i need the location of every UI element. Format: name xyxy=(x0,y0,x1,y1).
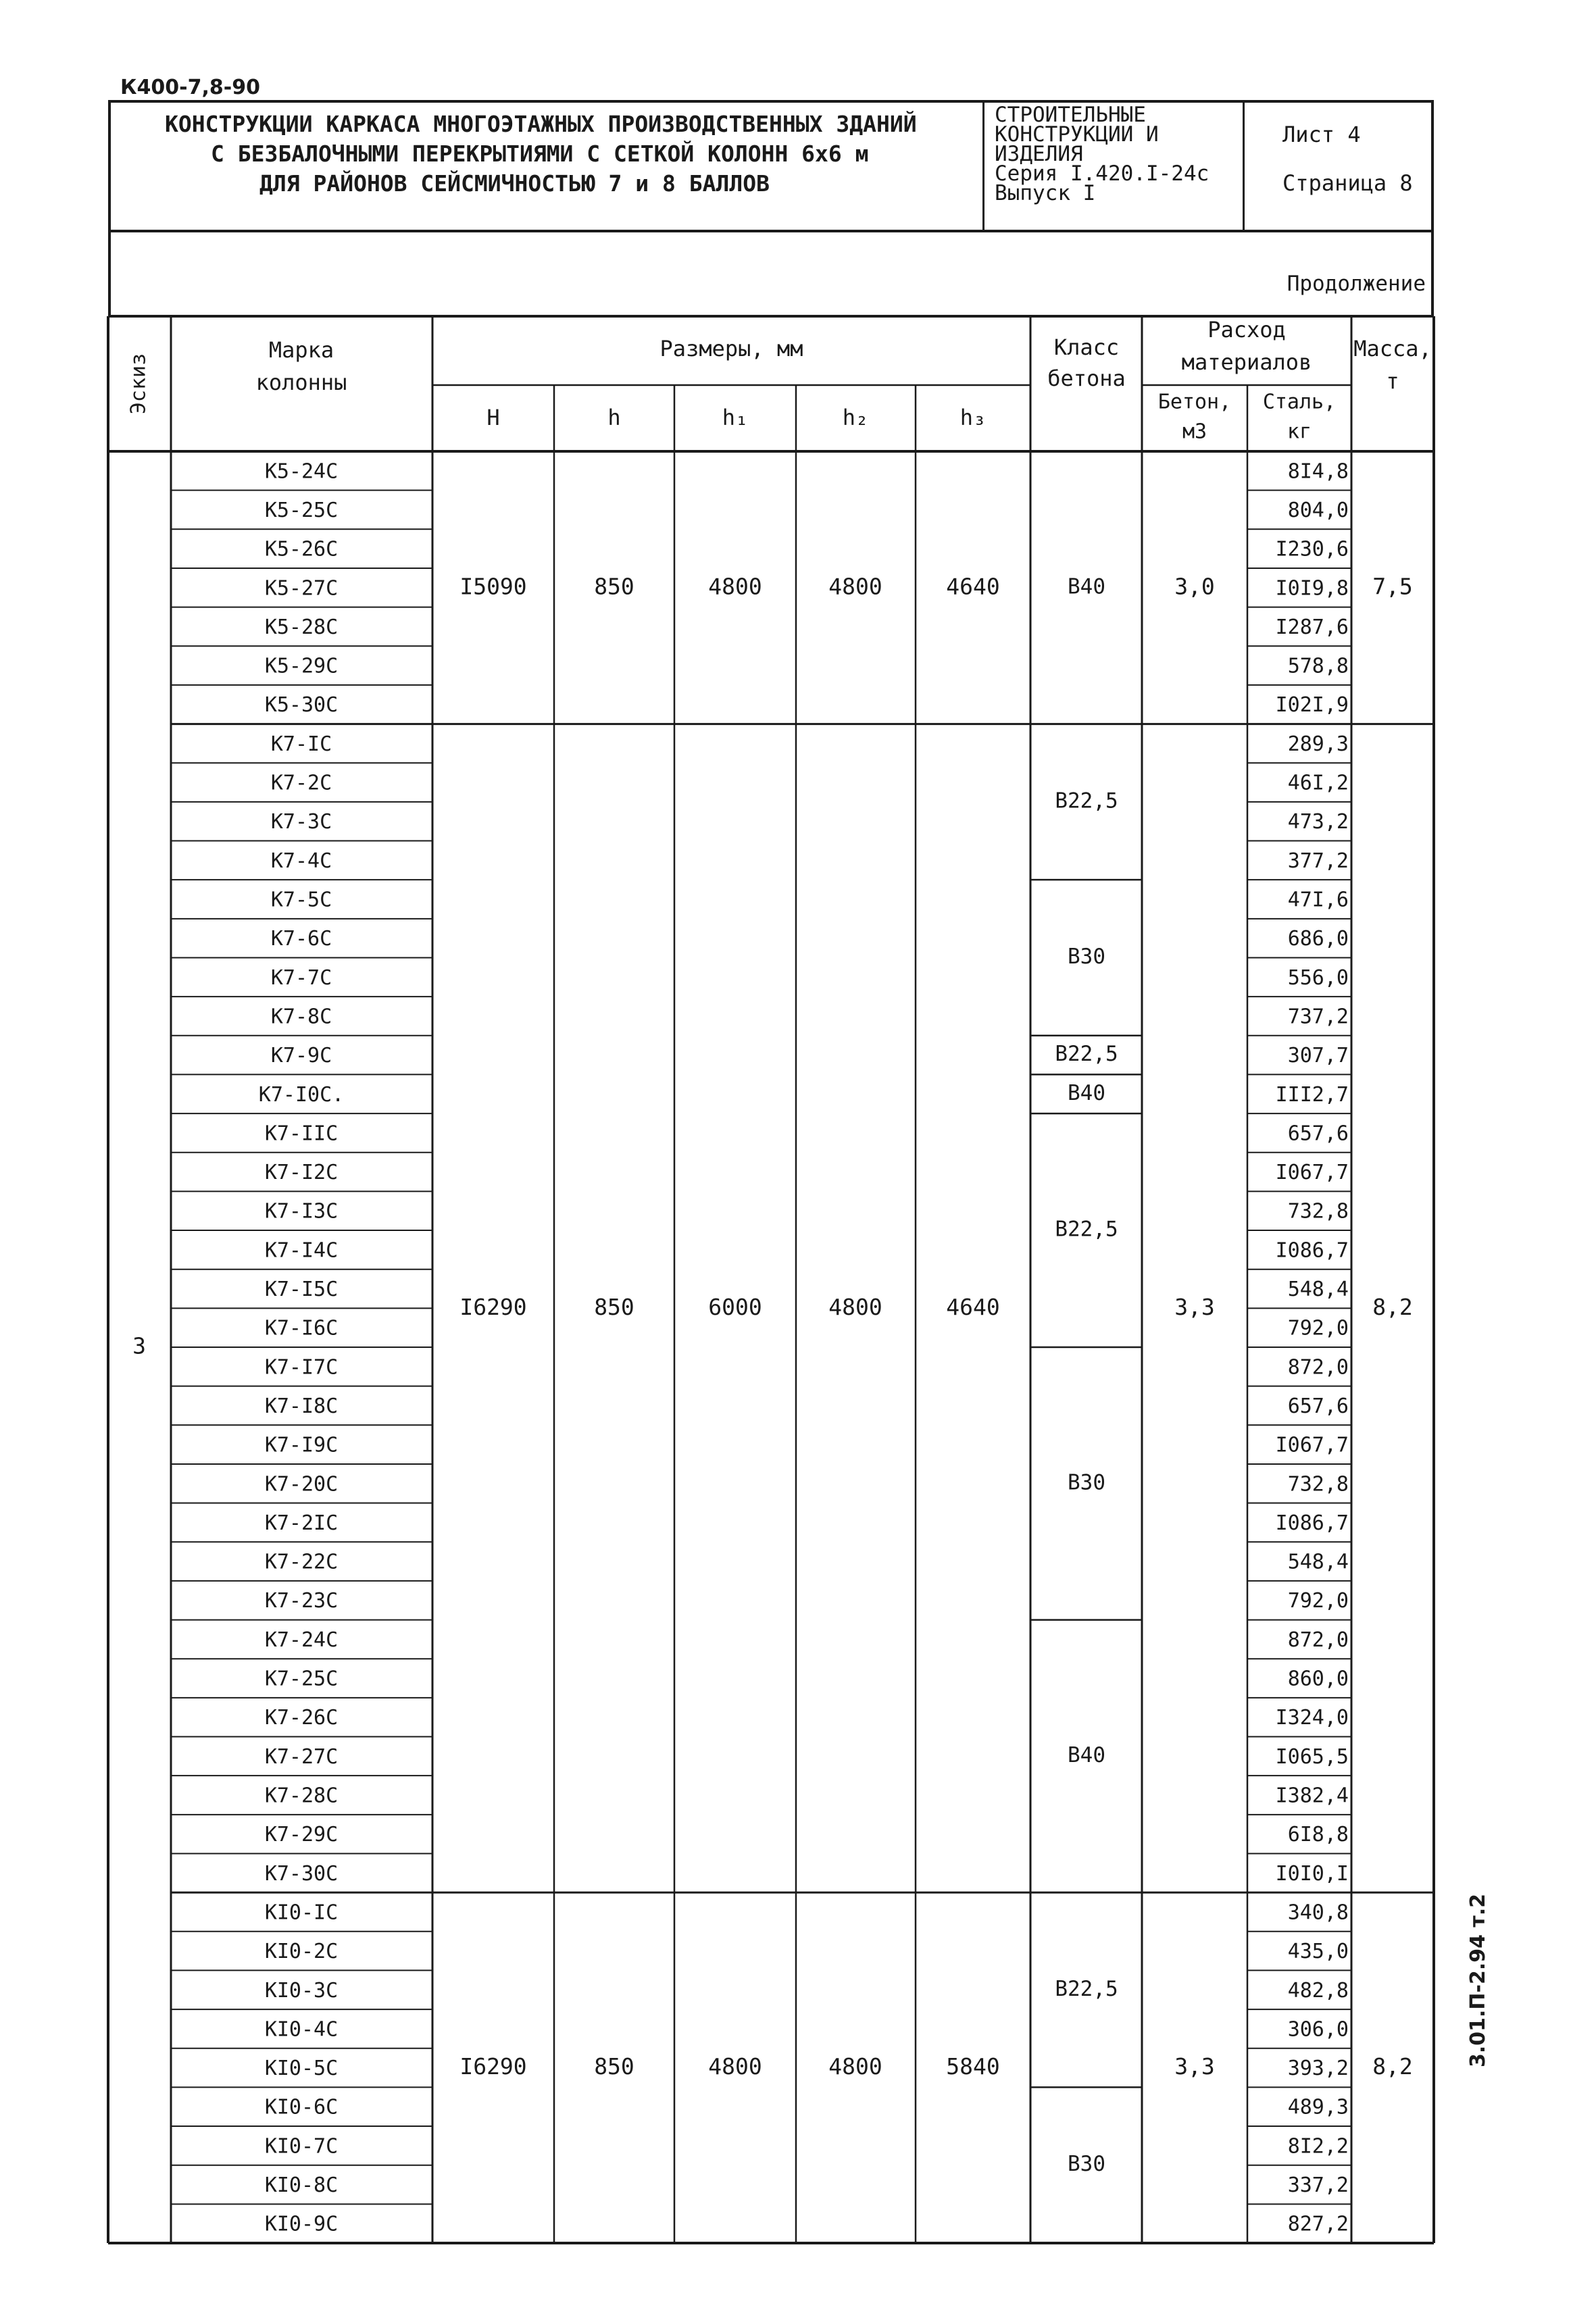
steel-cell: 872,0 xyxy=(1287,1628,1349,1652)
mark-cell: К7-8С xyxy=(270,1005,332,1029)
steel-cell: 473,2 xyxy=(1287,810,1349,834)
mark-cell: К5-30С xyxy=(264,693,339,718)
mark-cell: К5-24С xyxy=(264,459,339,484)
header-mass-2: т xyxy=(1386,368,1399,394)
steel-cell: 6I8,8 xyxy=(1287,1823,1349,1847)
mark-cell: К7-I9С xyxy=(264,1433,339,1457)
mark-cell: К7-23С xyxy=(264,1589,339,1613)
mark-cell: К7-29С xyxy=(264,1823,339,1847)
class-cell: В22,5 xyxy=(1055,1217,1118,1242)
series-issue: Выпуск I xyxy=(995,181,1096,205)
mark-cell: К7-24С xyxy=(264,1628,339,1652)
series-line-3: ИЗДЕЛИЯ xyxy=(995,142,1083,166)
concrete-cell: 3,3 xyxy=(1174,1293,1215,1320)
mark-cell: К7-5С xyxy=(270,888,332,912)
sketch-cell: 3 xyxy=(132,1332,146,1359)
steel-cell: 393,2 xyxy=(1287,2057,1349,2081)
mark-cell: К7-4С xyxy=(270,849,332,873)
continuation-label: Продолжение xyxy=(1287,272,1426,296)
mark-cell: К7-9С xyxy=(270,1044,332,1068)
header-steel-2: кг xyxy=(1287,420,1312,444)
mark-cell: КI0-7С xyxy=(264,2134,339,2159)
h1-cell: 4800 xyxy=(708,2053,762,2080)
header-h: h xyxy=(607,405,621,430)
header-mass-1: Масса, xyxy=(1353,336,1432,361)
mark-cell: К7-2С xyxy=(270,771,332,795)
steel-cell: 340,8 xyxy=(1287,1901,1349,1925)
steel-cell: I287,6 xyxy=(1275,615,1349,639)
h1-cell: 6000 xyxy=(708,1293,762,1320)
header-concrete-2: м3 xyxy=(1182,420,1207,444)
steel-cell: 827,2 xyxy=(1287,2212,1349,2236)
mark-cell: К7-I5С xyxy=(264,1278,339,1302)
header-consumption-2: материалов xyxy=(1181,349,1312,375)
steel-cell: 548,4 xyxy=(1287,1550,1349,1574)
mark-cell: К7-2IС xyxy=(264,1511,339,1535)
mark-cell: К7-I6С xyxy=(264,1316,339,1340)
mark-cell: К5-27С xyxy=(264,576,339,601)
mass-cell: 8,2 xyxy=(1372,1293,1413,1320)
steel-cell: 306,0 xyxy=(1287,2017,1349,2042)
h3-cell: 5840 xyxy=(946,2053,1000,2080)
mark-cell: КI0-5С xyxy=(264,2057,339,2081)
steel-cell: 47I,6 xyxy=(1287,888,1349,912)
steel-cell: I382,4 xyxy=(1275,1784,1349,1808)
mark-cell: К7-25С xyxy=(264,1667,339,1691)
mark-cell: К7-I3С xyxy=(264,1199,339,1224)
side-code: 3.01.П-2.94 т.2 xyxy=(1466,1893,1490,2067)
header-sizes: Размеры, мм xyxy=(659,336,803,361)
h2-cell: 4800 xyxy=(828,2053,882,2080)
steel-cell: I067,7 xyxy=(1275,1433,1349,1457)
h3-cell: 4640 xyxy=(946,1293,1000,1320)
series-line-2: КОНСТРУКЦИИ И xyxy=(995,122,1159,147)
mark-cell: К5-26С xyxy=(264,537,339,561)
title-line-2: С БЕЗБАЛОЧНЫМИ ПЕРЕКРЫТИЯМИ С СЕТКОЙ КОЛОНН 6х6 м xyxy=(211,141,869,167)
steel-cell: 686,0 xyxy=(1287,927,1349,951)
h2-cell: 4800 xyxy=(828,573,882,600)
mark-cell: К5-28С xyxy=(264,615,339,639)
steel-cell: III2,7 xyxy=(1275,1082,1349,1107)
class-cell: В30 xyxy=(1068,944,1105,969)
class-cell: В30 xyxy=(1068,2152,1105,2177)
steel-cell: 872,0 xyxy=(1287,1355,1349,1380)
steel-cell: I0I0,I xyxy=(1275,1861,1349,1886)
class-cell: В22,5 xyxy=(1055,788,1118,813)
steel-cell: 489,3 xyxy=(1287,2095,1349,2119)
steel-cell: 8I4,8 xyxy=(1287,459,1349,484)
mark-cell: КI0-2С xyxy=(264,1940,339,1964)
class-cell: В40 xyxy=(1068,574,1105,599)
concrete-cell: 3,0 xyxy=(1174,573,1215,600)
steel-cell: 804,0 xyxy=(1287,498,1349,522)
mark-cell: КI0-IС xyxy=(264,1901,339,1925)
steel-cell: 732,8 xyxy=(1287,1199,1349,1224)
mark-cell: К7-30С xyxy=(264,1861,339,1886)
steel-cell: 657,6 xyxy=(1287,1122,1349,1146)
header-sketch: Эскиз xyxy=(126,353,151,415)
mark-cell: К5-25С xyxy=(264,498,339,522)
steel-cell: 578,8 xyxy=(1287,654,1349,678)
steel-cell: I324,0 xyxy=(1275,1706,1349,1730)
mark-cell: К7-27С xyxy=(264,1744,339,1769)
steel-cell: I086,7 xyxy=(1275,1511,1349,1535)
steel-cell: 8I2,2 xyxy=(1287,2134,1349,2159)
mark-cell: КI0-9С xyxy=(264,2212,339,2236)
mark-cell: К7-I0С. xyxy=(258,1082,345,1107)
mark-cell: К7-I4С xyxy=(264,1238,339,1263)
document-code: К400-7,8-90 xyxy=(120,76,260,99)
mark-cell: К5-29С xyxy=(264,654,339,678)
steel-cell: 657,6 xyxy=(1287,1394,1349,1418)
header-steel-1: Сталь, xyxy=(1262,390,1337,414)
steel-cell: 732,8 xyxy=(1287,1472,1349,1496)
series-line-1: СТРОИТЕЛЬНЫЕ xyxy=(995,103,1146,127)
steel-cell: 337,2 xyxy=(1287,2173,1349,2198)
mark-cell: КI0-3С xyxy=(264,1978,339,2003)
header-h3: h₃ xyxy=(959,405,987,430)
mass-cell: 8,2 xyxy=(1372,2053,1413,2080)
header-consumption-1: Расход xyxy=(1207,317,1286,343)
steel-cell: 792,0 xyxy=(1287,1589,1349,1613)
steel-cell: 377,2 xyxy=(1287,849,1349,873)
mark-cell: К7-I2С xyxy=(264,1161,339,1185)
mark-cell: К7-20С xyxy=(264,1472,339,1496)
steel-cell: 482,8 xyxy=(1287,1978,1349,2003)
header-class-1: Класс xyxy=(1053,334,1120,360)
mass-cell: 7,5 xyxy=(1372,573,1413,600)
class-cell: В22,5 xyxy=(1055,1042,1118,1067)
h-cell: 850 xyxy=(594,2053,634,2080)
steel-cell: I086,7 xyxy=(1275,1238,1349,1263)
header-H: Н xyxy=(487,405,500,430)
header-h1: h₁ xyxy=(722,405,749,430)
mark-cell: КI0-6С xyxy=(264,2095,339,2119)
mark-cell: К7-IIС xyxy=(264,1122,339,1146)
h3-cell: 4640 xyxy=(946,573,1000,600)
header-mark-2: колонны xyxy=(255,370,347,395)
H-cell: I6290 xyxy=(459,1293,527,1320)
steel-cell: 548,4 xyxy=(1287,1278,1349,1302)
H-cell: I5090 xyxy=(459,573,527,600)
steel-cell: 435,0 xyxy=(1287,1940,1349,1964)
h2-cell: 4800 xyxy=(828,1293,882,1320)
header-h2: h₂ xyxy=(842,405,869,430)
mark-cell: К7-IС xyxy=(270,732,332,756)
mark-cell: КI0-4С xyxy=(264,2017,339,2042)
h1-cell: 4800 xyxy=(708,573,762,600)
header-mark-1: Марка xyxy=(268,337,334,363)
steel-cell: 46I,2 xyxy=(1287,771,1349,795)
mark-cell: К7-7С xyxy=(270,965,332,990)
sheet-number: Лист 4 xyxy=(1282,122,1361,147)
H-cell: I6290 xyxy=(459,2053,527,2080)
steel-cell: 307,7 xyxy=(1287,1044,1349,1068)
steel-cell: 792,0 xyxy=(1287,1316,1349,1340)
steel-cell: 289,3 xyxy=(1287,732,1349,756)
mark-cell: К7-26С xyxy=(264,1706,339,1730)
mark-cell: КI0-8С xyxy=(264,2173,339,2198)
steel-cell: I230,6 xyxy=(1275,537,1349,561)
title-line-1: КОНСТРУКЦИИ КАРКАСА МНОГОЭТАЖНЫХ ПРОИЗВОДСТВЕННЫХ ЗДАНИЙ xyxy=(165,111,917,137)
steel-cell: I0I9,8 xyxy=(1275,576,1349,601)
title-line-3: ДЛЯ РАЙОНОВ СЕЙСМИЧНОСТЬЮ 7 и 8 БАЛЛОВ xyxy=(259,170,770,197)
header-concrete-1: Бетон, xyxy=(1157,390,1232,414)
steel-cell: 556,0 xyxy=(1287,965,1349,990)
mark-cell: К7-I7С xyxy=(264,1355,339,1380)
page-number: Страница 8 xyxy=(1282,170,1413,196)
concrete-cell: 3,3 xyxy=(1174,2053,1215,2080)
class-cell: В40 xyxy=(1068,1742,1105,1767)
mark-cell: К7-28С xyxy=(264,1784,339,1808)
header-class-2: бетона xyxy=(1047,366,1126,391)
h-cell: 850 xyxy=(594,1293,634,1320)
h-cell: 850 xyxy=(594,573,634,600)
steel-cell: 860,0 xyxy=(1287,1667,1349,1691)
mark-cell: К7-3С xyxy=(270,810,332,834)
steel-cell: I065,5 xyxy=(1275,1744,1349,1769)
steel-cell: I067,7 xyxy=(1275,1161,1349,1185)
steel-cell: 737,2 xyxy=(1287,1005,1349,1029)
class-cell: В40 xyxy=(1068,1080,1105,1105)
mark-cell: К7-6С xyxy=(270,927,332,951)
series-number: Серия I.420.I-24с xyxy=(995,161,1210,186)
mark-cell: К7-I8С xyxy=(264,1394,339,1418)
class-cell: В30 xyxy=(1068,1470,1105,1495)
mark-cell: К7-22С xyxy=(264,1550,339,1574)
steel-cell: I02I,9 xyxy=(1275,693,1349,718)
class-cell: В22,5 xyxy=(1055,1976,1118,2001)
